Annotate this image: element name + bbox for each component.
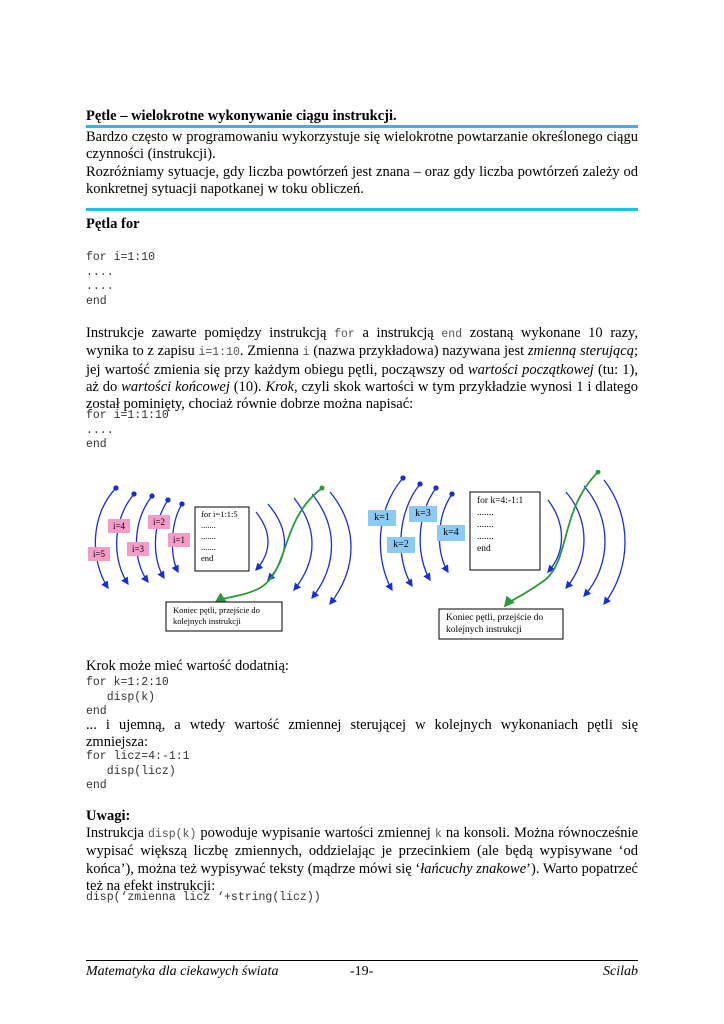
iteration-label: k=3 xyxy=(409,506,437,522)
section-heading-loops: Pętle – wielokrotne wykonywanie ciągu instrukcji. xyxy=(86,108,397,124)
code-line: .... xyxy=(86,280,114,294)
code-block-disp-string xyxy=(86,891,321,906)
code-line: end xyxy=(86,705,107,719)
code-line: for licz=4:-1:1 xyxy=(86,750,190,763)
notes-heading: Uwagi: xyxy=(86,808,131,824)
code-line: for k=1:2:10 xyxy=(86,676,169,689)
notes-paragraph: Instrukcja disp(k) powoduje wypisanie wartości zmiennej k na konsoli. Można równocześnie wypisać większą liczbę zmiennych, oddzielając je przecinkiem (ale będą wypisywane ‘od końca’), można też wypisywać teksty (mądrze mówi się ‘łańcuchy znakowe’). Warto popatrzeć też na efekt instrukcji: xyxy=(86,825,639,894)
footer-rule xyxy=(86,960,638,961)
loop-end-note-left: Koniec pętli, przejście do kolejnych instrukcji xyxy=(173,605,260,626)
iteration-label: i=2 xyxy=(148,515,170,529)
code-line: end xyxy=(86,438,107,452)
code-line: end xyxy=(86,779,107,793)
for-loop-explanation: Instrukcje zawarte pomiędzy instrukcją for a instrukcją end zostaną wykonane 10 razy, wynika to z zapisu i=1:10. Zmienna i (nazwa przykładowa) nazywana jest zmienną sterującą; jej wartość zmienia się przy każdym obiegu pętli, począwszy od wartości początkowej (tu: 1), aż do wartości końcowej (10). Krok, czyli skok wartości w tym przykładzie wynosi 1 i dlatego został pominięty, chociaż równie dobrze można napisać: xyxy=(86,325,638,413)
code-line: end xyxy=(86,295,107,309)
heading-rule xyxy=(86,125,638,128)
footer-title: Matematyka dla ciekawych świata xyxy=(86,964,279,979)
code-block-negative-step xyxy=(86,750,190,794)
code-line: .... xyxy=(86,423,114,437)
iteration-label: k=1 xyxy=(368,510,396,526)
code-line: for i=1:10 xyxy=(86,251,156,264)
code-block-for-step xyxy=(86,409,169,453)
code-line: for i=1:1:10 xyxy=(86,409,169,422)
iteration-label: i=3 xyxy=(127,542,149,556)
loop-body-code-right: for k=4:-1:1 ....... ....... ....... end xyxy=(477,496,524,554)
footer-subject: Scilab xyxy=(603,964,638,979)
code-line: disp(licz) xyxy=(86,764,176,778)
intro-paragraph: Bardzo często w programowaniu wykorzystuje się wielokrotne powtarzanie określonego ciągu czynności (instrukcji). xyxy=(86,129,638,163)
positive-step-text: Krok może mieć wartość dodatnią: xyxy=(86,658,289,674)
iteration-label: i=5 xyxy=(88,547,110,561)
page-number: -19- xyxy=(350,964,374,979)
iteration-label: k=4 xyxy=(437,525,465,541)
heading-rule xyxy=(86,208,638,211)
code-line: .... xyxy=(86,265,114,279)
intro-paragraph-2: Rozróżniamy sytuacje, gdy liczba powtórzeń jest znana – oraz gdy liczba powtórzeń zależy od konkretnej sytuacji napotkanej w toku obliczeń. xyxy=(86,164,638,198)
loop-body-code-left: for i=1:1:5 ....... ....... ....... end xyxy=(201,509,238,563)
loop-end-note-right: Koniec pętli, przejście do kolejnych instrukcji xyxy=(446,613,544,635)
iteration-label: k=2 xyxy=(387,537,415,553)
code-line: disp(‘zmienna licz ‘+string(licz)) xyxy=(86,891,321,904)
section-heading-for-loop: Pętla for xyxy=(86,216,140,232)
iteration-label: i=4 xyxy=(108,519,130,533)
negative-step-text: ... i ujemną, a wtedy wartość zmiennej sterującej w kolejnych wykonaniach pętli się zmniejsza: xyxy=(86,717,638,751)
code-block-for xyxy=(86,251,155,310)
iteration-label: i=1 xyxy=(168,533,190,547)
code-block-positive-step xyxy=(86,676,169,720)
code-line: disp(k) xyxy=(86,690,156,704)
